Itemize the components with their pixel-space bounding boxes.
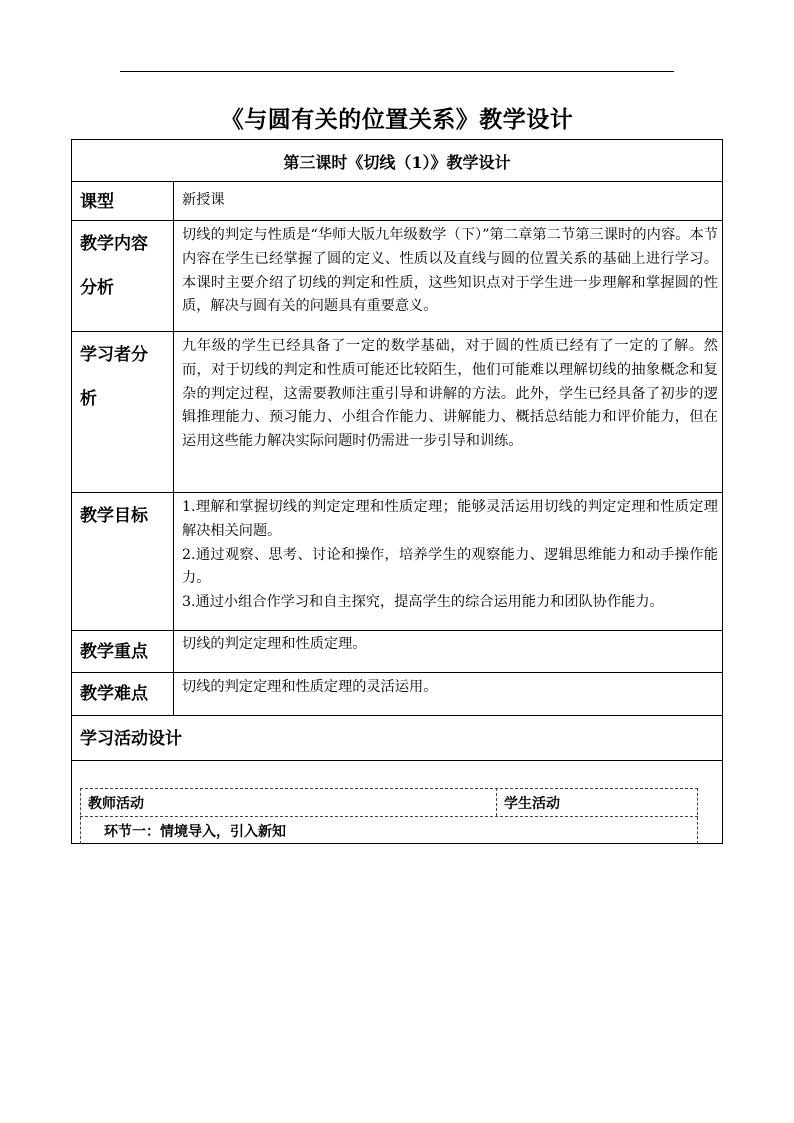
objective-item: 2.通过观察、思考、讨论和操作，培养学生的观察能力、逻辑思维能力和动手操作能力。: [182, 546, 718, 587]
course-type-value: 新授课: [182, 192, 225, 208]
content-analysis-text: 切线的判定与性质是“华师大版九年级数学（下）”第二章第二节第三课时的内容。本节内容在学生已经掌握了圆的定义、性质以及直线与圆的位置关系的基础上进行学习。本课时主要介绍了切线的判定和性质，这些知识点对于学生进一步理解和掌握圆的性质，解决与圆有关的问题具有重要意义。: [182, 227, 718, 315]
lesson-subtitle: 第三课时《切线（1）》教学设计: [283, 153, 511, 172]
activity-step-1: 环节一：情境导入，引入新知: [104, 824, 286, 840]
activity-header-divider: [80, 816, 698, 817]
header-rule: [120, 71, 674, 72]
label-content-analysis-line2: 分析: [80, 278, 114, 298]
objective-item: 1.理解和掌握切线的判定定理和性质定理；能够灵活运用切线的判定定理和性质定理解决相关问题。: [182, 499, 718, 539]
key-points-text: 切线的判定定理和性质定理。: [182, 636, 367, 652]
objectives-list: [182, 496, 718, 615]
row-divider: [71, 760, 723, 761]
label-content-analysis-line1: 教学内容: [80, 234, 148, 254]
column-divider: [173, 181, 174, 715]
learner-analysis-text: 九年级的学生已经具备了一定的数学基础，对于圆的性质已经有了一定的了解。然而，对于切线的判定和性质可能还比较陌生，他们可能难以理解切线的抽象概念和复杂的判定过程，这需要教师注重引导和讲解的方法。此外，学生已经具备了初步的逻辑推理能力、预习能力、小组合作能力、讲解能力、概括总结能力和评价能力，但在运用这些能力解决实际问题时仍需进一步引导和训练。: [182, 338, 718, 450]
label-course-type: 课型: [80, 192, 114, 212]
label-key-points: 教学重点: [80, 642, 148, 662]
label-content-analysis: [80, 222, 170, 310]
label-learner-analysis-line2: 析: [80, 389, 97, 409]
objective-item: 3.通过小组合作学习和自主探究，提高学生的综合运用能力和团队协作能力。: [182, 594, 664, 611]
label-difficulties: 教学难点: [80, 684, 148, 704]
row-divider: [71, 492, 723, 493]
teacher-activity-header: 教师活动: [88, 796, 144, 812]
activity-section-title: 学习活动设计: [80, 729, 182, 749]
label-learner-analysis-line1: 学习者分: [80, 345, 148, 365]
label-objectives: 教学目标: [80, 506, 148, 526]
row-divider: [71, 331, 723, 332]
activity-column-divider: [496, 788, 497, 816]
difficulties-text: 切线的判定定理和性质定理的灵活运用。: [182, 679, 438, 695]
student-activity-header: 学生活动: [504, 796, 560, 812]
document-title: 《与圆有关的位置关系》教学设计: [220, 106, 574, 133]
label-learner-analysis: [80, 333, 170, 421]
